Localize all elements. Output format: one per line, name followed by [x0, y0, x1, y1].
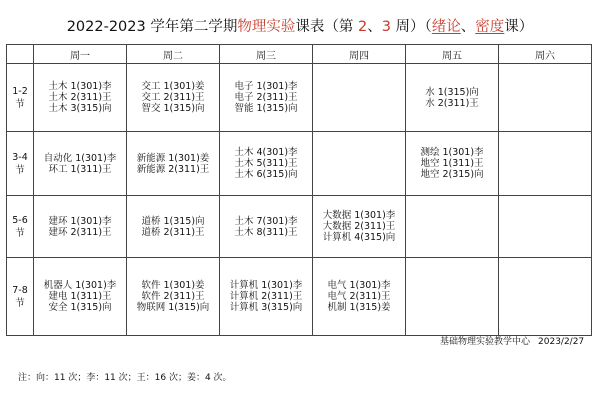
period-label: 5-6 — [12, 214, 28, 226]
note: 注：向：11 次；李：11 次；王：16 次；姜：4 次。 — [18, 373, 232, 383]
class-entry: 电气 2(311)王 — [327, 291, 391, 302]
class-entry: 软件 1(301)姜 — [141, 280, 205, 291]
class-entry: 计算机 4(315)向 — [322, 232, 396, 243]
class-entry: 新能源 2(311)王 — [136, 163, 210, 175]
header-day: 周四 — [313, 45, 406, 64]
schedule-cell — [313, 132, 406, 196]
table-row — [7, 196, 592, 258]
class-entry: 交工 2(311)王 — [141, 92, 205, 103]
header-day: 周一 — [34, 45, 127, 64]
period-label: 1-2 — [12, 85, 28, 97]
schedule-cell — [406, 196, 499, 258]
schedule-cell — [220, 64, 313, 132]
class-entry: 土木 6(315)向 — [234, 169, 298, 180]
footer-date: 2023/2/27 — [538, 337, 585, 347]
schedule-cell — [220, 196, 313, 258]
class-entry: 计算机 3(315)向 — [229, 302, 303, 313]
schedule-cell — [499, 132, 592, 196]
schedule-cell — [406, 258, 499, 336]
header-day: 周三 — [220, 45, 313, 64]
class-entry: 建环 2(311)王 — [48, 226, 112, 238]
class-entry: 水 2(311)王 — [425, 97, 479, 109]
schedule-cell — [127, 64, 220, 132]
class-entry: 土木 5(311)王 — [234, 158, 298, 169]
schedule-cell — [499, 196, 592, 258]
header-day: 周六 — [499, 45, 592, 64]
schedule-cell — [127, 196, 220, 258]
period-label: 节 — [15, 164, 25, 176]
schedule-table — [6, 44, 592, 336]
period-label: 节 — [15, 98, 25, 110]
class-entry: 交工 1(301)姜 — [141, 81, 205, 92]
class-entry: 机制 1(315)姜 — [327, 302, 391, 313]
table-row — [7, 258, 592, 336]
page-title: 2022-2023 学年第二学期物理实验课表（第 2、3 周）（绪论、密度课） — [66, 19, 534, 35]
period-label: 节 — [15, 297, 25, 309]
class-entry: 物联网 1(315)向 — [136, 302, 210, 313]
class-entry: 土木 4(301)李 — [234, 147, 298, 158]
class-entry: 自动化 1(301)李 — [43, 152, 117, 164]
period-cell — [7, 196, 34, 258]
class-entry: 土木 3(315)向 — [48, 103, 112, 114]
class-entry: 大数据 2(311)王 — [322, 221, 396, 232]
header-row — [7, 45, 592, 64]
class-entry: 智能 1(315)向 — [234, 103, 298, 114]
class-entry: 道桥 1(315)向 — [141, 215, 205, 227]
schedule-cell — [127, 132, 220, 196]
period-label: 7-8 — [12, 284, 28, 296]
class-entry: 地空 1(311)王 — [420, 158, 484, 169]
class-entry: 土木 2(311)王 — [48, 92, 112, 103]
schedule-cell — [127, 258, 220, 336]
schedule-cell — [34, 196, 127, 258]
period-cell — [7, 64, 34, 132]
class-entry: 水 1(315)向 — [425, 86, 479, 98]
class-entry: 电气 1(301)李 — [327, 280, 391, 291]
class-entry: 电子 2(311)王 — [234, 92, 298, 103]
footer — [440, 334, 584, 347]
class-entry: 软件 2(311)王 — [141, 291, 205, 302]
schedule-cell — [34, 132, 127, 196]
class-entry: 建环 1(301)李 — [48, 215, 112, 227]
schedule-cell — [313, 258, 406, 336]
class-entry: 计算机 2(311)王 — [229, 291, 303, 302]
table-row — [7, 132, 592, 196]
header-corner — [7, 45, 34, 64]
schedule-cell — [34, 64, 127, 132]
period-cell — [7, 132, 34, 196]
class-entry: 安全 1(315)向 — [48, 302, 112, 313]
class-entry: 大数据 1(301)李 — [322, 210, 396, 221]
class-entry: 地空 2(315)向 — [420, 169, 484, 180]
class-entry: 土木 8(311)王 — [234, 226, 298, 238]
class-entry: 环工 1(311)王 — [48, 163, 112, 175]
schedule-cell — [313, 64, 406, 132]
schedule-cell — [313, 196, 406, 258]
class-entry: 新能源 1(301)姜 — [136, 152, 210, 164]
class-entry: 测绘 1(301)李 — [420, 147, 484, 158]
class-entry: 计算机 1(301)李 — [229, 280, 303, 291]
table-row — [7, 64, 592, 132]
class-entry: 土木 1(301)李 — [48, 81, 112, 92]
footer-center-name: 基础物理实验教学中心 — [440, 337, 531, 347]
schedule-cell — [499, 258, 592, 336]
class-entry: 土木 7(301)李 — [234, 215, 298, 227]
period-label: 3-4 — [12, 151, 28, 163]
schedule-cell — [220, 132, 313, 196]
schedule-cell — [220, 258, 313, 336]
schedule-cell — [499, 64, 592, 132]
class-entry: 电子 1(301)李 — [234, 81, 298, 92]
class-entry: 智交 1(315)向 — [141, 103, 205, 114]
schedule-cell — [406, 132, 499, 196]
schedule-cell — [406, 64, 499, 132]
header-day: 周二 — [127, 45, 220, 64]
class-entry: 道桥 2(311)王 — [141, 226, 205, 238]
class-entry: 建电 1(311)王 — [48, 291, 112, 302]
period-label: 节 — [15, 227, 25, 239]
period-cell — [7, 258, 34, 336]
header-day: 周五 — [406, 45, 499, 64]
schedule-cell — [34, 258, 127, 336]
class-entry: 机器人 1(301)李 — [43, 280, 117, 291]
